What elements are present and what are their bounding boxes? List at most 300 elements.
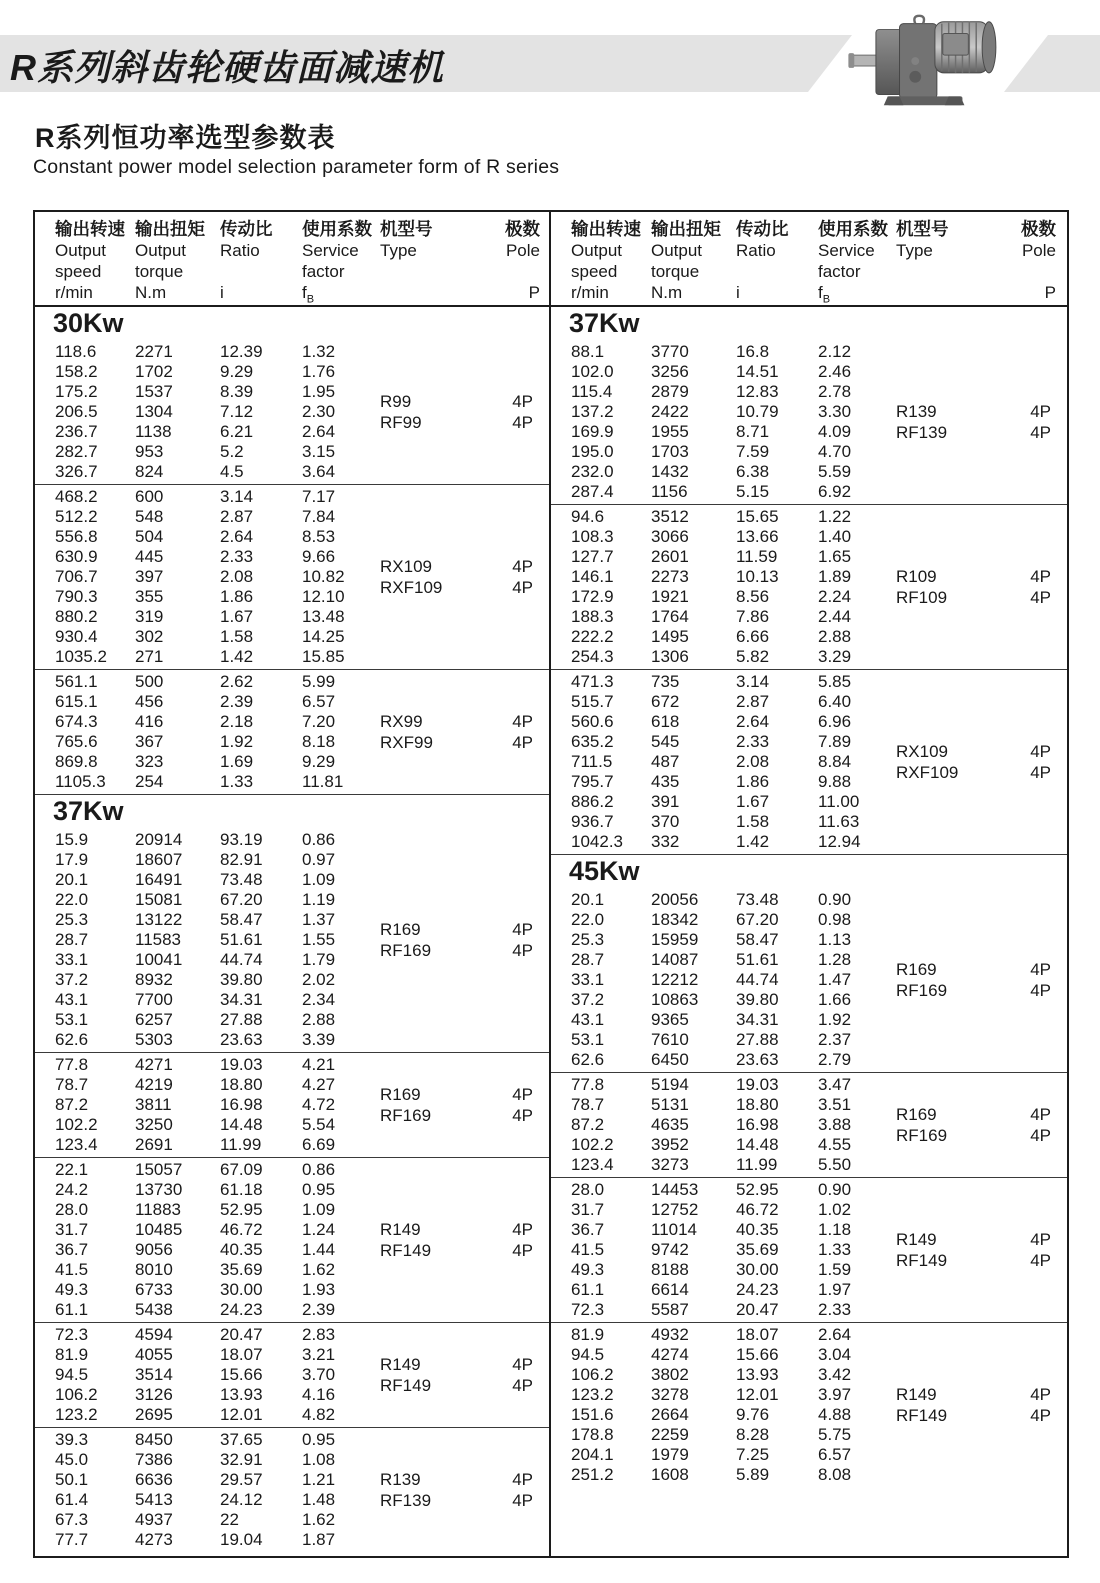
- cell: 1.48: [302, 1490, 336, 1509]
- cell: 1.02: [818, 1200, 852, 1219]
- cell: 302: [135, 627, 164, 646]
- type-pole-box: [380, 1428, 533, 1552]
- cell: 397: [135, 567, 164, 586]
- pole-count: 4P: [512, 1355, 533, 1374]
- cell: 22: [220, 1510, 239, 1529]
- cell: 2.18: [220, 712, 254, 731]
- cell: 6450: [651, 1050, 689, 1069]
- cell: 73.48: [736, 890, 779, 909]
- cell: 4.88: [818, 1405, 852, 1424]
- cell: 1.24: [302, 1220, 336, 1239]
- type-pole-row: [896, 1104, 1051, 1125]
- cell: 3.30: [818, 402, 852, 421]
- cell: 556.8: [55, 527, 98, 546]
- cell: 930.4: [55, 627, 98, 646]
- cell: 123.4: [55, 1135, 98, 1154]
- cell: 3.42: [818, 1365, 852, 1384]
- cell: 43.1: [55, 990, 89, 1009]
- cell: 13.48: [302, 607, 345, 626]
- cell: 61.18: [220, 1180, 263, 1199]
- cell: 2695: [135, 1405, 173, 1424]
- cell: 46.72: [736, 1200, 779, 1219]
- model-type: R139: [896, 402, 937, 421]
- cell: 12.01: [220, 1405, 263, 1424]
- cell: 2601: [651, 547, 689, 566]
- cell: 7.84: [302, 507, 336, 526]
- cell: 15.66: [220, 1365, 263, 1384]
- cell: 869.8: [55, 752, 98, 771]
- cell: 13.93: [736, 1365, 779, 1384]
- type-pole-box: [380, 340, 533, 484]
- cell: 282.7: [55, 442, 98, 461]
- cell: 2879: [651, 382, 689, 401]
- cell: 8.53: [302, 527, 336, 546]
- cell: 7386: [135, 1450, 173, 1469]
- cell: 512.2: [55, 507, 98, 526]
- model-type: R169: [896, 960, 937, 979]
- cell: 9365: [651, 1010, 689, 1029]
- pole-count: 4P: [1030, 588, 1051, 607]
- cell: 1.33: [220, 772, 254, 791]
- cell: 146.1: [571, 567, 614, 586]
- header-ratio: 传动比 Ratio i: [220, 219, 273, 302]
- cell: 630.9: [55, 547, 98, 566]
- model-type: R149: [380, 1220, 421, 1239]
- cell: 25.3: [571, 930, 605, 949]
- cell: 11583: [135, 930, 182, 949]
- cell: 9056: [135, 1240, 173, 1259]
- cell: 271: [135, 647, 164, 666]
- cell: 73.48: [220, 870, 263, 889]
- cell: 1.79: [302, 950, 336, 969]
- cell: 28.0: [55, 1200, 89, 1219]
- cell: 1.47: [818, 970, 852, 989]
- type-pole-box: [380, 1158, 533, 1322]
- cell: 6.57: [818, 1445, 852, 1464]
- cell: 3802: [651, 1365, 689, 1384]
- pole-count: 4P: [512, 578, 533, 597]
- cell: 53.1: [571, 1030, 605, 1049]
- cell: 108.3: [571, 527, 614, 546]
- cell: 15.66: [736, 1345, 779, 1364]
- cell: 72.3: [571, 1300, 605, 1319]
- cell: 504: [135, 527, 164, 546]
- type-pole-row: [896, 1405, 1051, 1426]
- cell: 0.97: [302, 850, 336, 869]
- cell: 36.7: [571, 1220, 605, 1239]
- row-group: [35, 1322, 549, 1427]
- cell: 78.7: [571, 1095, 605, 1114]
- cell: 2271: [135, 342, 173, 361]
- header-output-speed: 输出转速 Output speed r/min: [571, 219, 641, 302]
- cell: 3.15: [302, 442, 336, 461]
- cell: 94.6: [571, 507, 605, 526]
- cell: 16491: [135, 870, 183, 889]
- model-type: RF149: [380, 1241, 432, 1260]
- banner-accent-shape: [1004, 35, 1100, 92]
- type-pole-row: [896, 587, 1051, 608]
- cell: 1.09: [302, 1200, 336, 1219]
- header-pole: 极数 Pole P: [505, 219, 540, 302]
- cell: 2.12: [818, 342, 852, 361]
- cell: 1.93: [302, 1280, 336, 1299]
- cell: 20.47: [736, 1300, 779, 1319]
- cell: 560.6: [571, 712, 614, 731]
- cell: 19.03: [220, 1055, 263, 1074]
- cell: 370: [651, 812, 680, 831]
- model-type: RX99: [380, 712, 423, 731]
- cell: 81.9: [571, 1325, 605, 1344]
- cell: 7.59: [736, 442, 770, 461]
- cell: 58.47: [736, 930, 779, 949]
- pole-count: 4P: [512, 1085, 533, 1104]
- cell: 8.28: [736, 1425, 770, 1444]
- cell: 40.35: [220, 1240, 263, 1259]
- cell: 15.9: [55, 830, 89, 849]
- cell: 10.13: [736, 567, 779, 586]
- cell: 12.94: [818, 832, 861, 851]
- cell: 20914: [135, 830, 183, 849]
- cell: 5.75: [818, 1425, 852, 1444]
- cell: 77.8: [55, 1055, 89, 1074]
- cell: 4635: [651, 1115, 689, 1134]
- row-group: [35, 669, 549, 794]
- cell: 93.19: [220, 830, 263, 849]
- cell: 6.21: [220, 422, 254, 441]
- cell: 3.97: [818, 1385, 852, 1404]
- cell: 10.82: [302, 567, 345, 586]
- cell: 106.2: [55, 1385, 98, 1404]
- model-type: RF109: [896, 588, 948, 607]
- cell: 28.7: [55, 930, 89, 949]
- cell: 118.6: [55, 342, 97, 361]
- cell: 2.64: [302, 422, 336, 441]
- model-type: RF169: [896, 981, 948, 1000]
- model-type: RF169: [380, 1106, 432, 1125]
- cell: 2.37: [818, 1030, 852, 1049]
- cell: 1.97: [818, 1280, 852, 1299]
- cell: 22.0: [571, 910, 605, 929]
- cell: 34.31: [220, 990, 263, 1009]
- row-group: [551, 669, 1067, 854]
- cell: 10041: [135, 950, 183, 969]
- table-right-half: [551, 212, 1067, 1556]
- cell: 445: [135, 547, 164, 566]
- cell: 12212: [651, 970, 699, 989]
- cell: 545: [651, 732, 680, 751]
- cell: 31.7: [55, 1220, 89, 1239]
- cell: 4.70: [818, 442, 852, 461]
- cell: 36.7: [55, 1240, 89, 1259]
- model-type: RF99: [380, 413, 422, 432]
- cell: 2.64: [220, 527, 254, 546]
- cell: 7610: [651, 1030, 689, 1049]
- cell: 1.92: [818, 1010, 852, 1029]
- cell: 77.7: [55, 1530, 89, 1549]
- cell: 1.59: [818, 1260, 852, 1279]
- cell: 3.64: [302, 462, 336, 481]
- cell: 7.20: [302, 712, 336, 731]
- type-pole-row: [896, 1250, 1051, 1271]
- cell: 1.37: [302, 910, 336, 929]
- cell: 4274: [651, 1345, 689, 1364]
- pole-count: 4P: [1030, 981, 1051, 1000]
- cell: 1156: [651, 482, 688, 501]
- pole-count: 4P: [1030, 742, 1051, 761]
- cell: 37.2: [571, 990, 605, 1009]
- cell: 1432: [651, 462, 689, 481]
- model-type: R149: [896, 1230, 937, 1249]
- cell: 53.1: [55, 1010, 89, 1029]
- cell: 1.33: [818, 1240, 852, 1259]
- cell: 4.27: [302, 1075, 336, 1094]
- cell: 39.80: [736, 990, 779, 1009]
- cell: 3.04: [818, 1345, 852, 1364]
- cell: 20.1: [571, 890, 605, 909]
- pole-count: 4P: [512, 1376, 533, 1395]
- cell: 416: [135, 712, 164, 731]
- cell: 5194: [651, 1075, 689, 1094]
- cell: 23.63: [220, 1030, 263, 1049]
- cell: 1138: [135, 422, 172, 441]
- cell: 30.00: [220, 1280, 263, 1299]
- cell: 87.2: [55, 1095, 89, 1114]
- cell: 67.20: [736, 910, 779, 929]
- cell: 1.28: [818, 950, 852, 969]
- model-type: R149: [896, 1385, 937, 1404]
- cell: 37.65: [220, 1430, 263, 1449]
- header-output-speed: 输出转速 Output speed r/min: [55, 219, 125, 302]
- model-type: RF139: [896, 423, 948, 442]
- cell: 2422: [651, 402, 689, 421]
- cell: 15.85: [302, 647, 345, 666]
- cell: 4594: [135, 1325, 173, 1344]
- cell: 33.1: [571, 970, 605, 989]
- cell: 106.2: [571, 1365, 614, 1384]
- cell: 1.89: [818, 567, 852, 586]
- table-header: [35, 212, 549, 307]
- type-pole-row: [380, 1105, 533, 1126]
- pole-count: 4P: [1030, 763, 1051, 782]
- cell: 5.89: [736, 1465, 770, 1484]
- cell: 1.21: [302, 1470, 336, 1489]
- cell: 1.09: [302, 870, 336, 889]
- cell: 1304: [135, 402, 173, 421]
- cell: 6.69: [302, 1135, 336, 1154]
- cell: 7.89: [818, 732, 852, 751]
- cell: 1537: [135, 382, 173, 401]
- cell: 37.2: [55, 970, 89, 989]
- cell: 824: [135, 462, 164, 481]
- cell: 123.2: [571, 1385, 614, 1404]
- cell: 3.14: [736, 672, 770, 691]
- pole-count: 4P: [1030, 423, 1051, 442]
- type-pole-row: [896, 959, 1051, 980]
- cell: 94.5: [55, 1365, 89, 1384]
- cell: 2.34: [302, 990, 336, 1009]
- cell: 5.15: [736, 482, 770, 501]
- cell: 3256: [651, 362, 689, 381]
- cell: 561.1: [55, 672, 98, 691]
- cell: 72.3: [55, 1325, 89, 1344]
- cell: 12752: [651, 1200, 699, 1219]
- cell: 1.67: [220, 607, 254, 626]
- cell: 790.3: [55, 587, 98, 606]
- cell: 6636: [135, 1470, 173, 1489]
- section-heading: 45Kw: [551, 854, 1067, 888]
- type-pole-row: [896, 401, 1051, 422]
- model-type: R139: [380, 1470, 421, 1489]
- cell: 1105.3: [55, 772, 106, 791]
- cell: 23.63: [736, 1050, 779, 1069]
- pole-count: 4P: [1030, 960, 1051, 979]
- cell: 8.08: [818, 1465, 852, 1484]
- cell: 4.72: [302, 1095, 336, 1114]
- cell: 44.74: [736, 970, 779, 989]
- cell: 52.95: [736, 1180, 779, 1199]
- cell: 115.4: [571, 382, 613, 401]
- type-pole-box: [896, 670, 1051, 854]
- cell: 2.64: [818, 1325, 852, 1344]
- pole-count: 4P: [1030, 402, 1051, 421]
- type-pole-box: [380, 485, 533, 669]
- cell: 4273: [135, 1530, 173, 1549]
- cell: 49.3: [55, 1280, 89, 1299]
- cell: 1.40: [818, 527, 852, 546]
- cell: 11.99: [736, 1155, 778, 1174]
- cell: 18.07: [736, 1325, 779, 1344]
- cell: 2.08: [736, 752, 770, 771]
- cell: 204.1: [571, 1445, 614, 1464]
- cell: 471.3: [571, 672, 614, 691]
- cell: 67.20: [220, 890, 263, 909]
- cell: 326.7: [55, 462, 98, 481]
- cell: 16.98: [220, 1095, 263, 1114]
- header-output-torque: 输出扭矩 Output torque N.m: [135, 219, 205, 302]
- cell: 5303: [135, 1030, 173, 1049]
- cell: 11.81: [302, 772, 344, 791]
- model-type: R169: [380, 920, 421, 939]
- cell: 0.95: [302, 1430, 336, 1449]
- type-pole-box: [896, 1323, 1051, 1487]
- cell: 102.2: [55, 1115, 98, 1134]
- cell: 178.8: [571, 1425, 614, 1444]
- pole-count: 4P: [512, 392, 533, 411]
- cell: 24.2: [55, 1180, 89, 1199]
- gear-motor-image: [845, 4, 1015, 122]
- pole-count: 4P: [1030, 1251, 1051, 1270]
- cell: 7.25: [736, 1445, 770, 1464]
- cell: 18.80: [736, 1095, 779, 1114]
- row-group: [551, 340, 1067, 504]
- cell: 1.92: [220, 732, 254, 751]
- cell: 615.1: [55, 692, 98, 711]
- cell: 81.9: [55, 1345, 89, 1364]
- cell: 151.6: [571, 1405, 614, 1424]
- cell: 2.33: [818, 1300, 852, 1319]
- cell: 1955: [651, 422, 689, 441]
- cell: 61.1: [571, 1280, 605, 1299]
- type-pole-row: [896, 1125, 1051, 1146]
- cell: 82.91: [220, 850, 263, 869]
- cell: 19.03: [736, 1075, 779, 1094]
- cell: 6.66: [736, 627, 770, 646]
- model-type: R149: [380, 1355, 421, 1374]
- cell: 16.98: [736, 1115, 779, 1134]
- cell: 10485: [135, 1220, 183, 1239]
- cell: 1.62: [302, 1510, 336, 1529]
- cell: 206.5: [55, 402, 98, 421]
- cell: 1.32: [302, 342, 336, 361]
- cell: 4271: [135, 1055, 173, 1074]
- cell: 4.82: [302, 1405, 336, 1424]
- pole-count: 4P: [1030, 1230, 1051, 1249]
- header-service-factor: 使用系数 Service factor $f_B$: [302, 219, 372, 306]
- row-group: [551, 504, 1067, 669]
- cell: 8.56: [736, 587, 770, 606]
- cell: 1921: [651, 587, 689, 606]
- cell: 2.79: [818, 1050, 852, 1069]
- cell: 127.7: [571, 547, 614, 566]
- cell: 323: [135, 752, 164, 771]
- type-pole-box: [380, 670, 533, 794]
- cell: 9.29: [302, 752, 336, 771]
- cell: 487: [651, 752, 680, 771]
- cell: 45.0: [55, 1450, 89, 1469]
- cell: 3.88: [818, 1115, 852, 1134]
- cell: 9.76: [736, 1405, 770, 1424]
- cell: 11.00: [818, 792, 860, 811]
- cell: 20.1: [55, 870, 89, 889]
- cell: 1.22: [818, 507, 852, 526]
- cell: 11.99: [220, 1135, 262, 1154]
- cell: 3770: [651, 342, 689, 361]
- type-pole-box: [896, 1178, 1051, 1322]
- cell: 1.95: [302, 382, 336, 401]
- cell: 8450: [135, 1430, 173, 1449]
- cell: 3.51: [818, 1095, 852, 1114]
- model-type: RF169: [896, 1126, 948, 1145]
- cell: 515.7: [571, 692, 614, 711]
- cell: 25.3: [55, 910, 89, 929]
- table-title-en: Constant power model selection parameter form of R series: [33, 156, 560, 178]
- cell: 1.65: [818, 547, 852, 566]
- cell: 46.72: [220, 1220, 263, 1239]
- type-pole-row: [896, 566, 1051, 587]
- cell: 1.13: [818, 930, 852, 949]
- cell: 15057: [135, 1160, 183, 1179]
- cell: 123.4: [571, 1155, 614, 1174]
- row-group: [551, 888, 1067, 1072]
- row-group: [35, 1157, 549, 1322]
- cell: 2664: [651, 1405, 689, 1424]
- table-right-body: [551, 307, 1067, 1556]
- cell: 27.88: [220, 1010, 263, 1029]
- pole-count: 4P: [1030, 1105, 1051, 1124]
- cell: 1.86: [736, 772, 770, 791]
- pole-count: 4P: [512, 920, 533, 939]
- cell: 500: [135, 672, 164, 691]
- cell: 35.69: [220, 1260, 263, 1279]
- cell: 4937: [135, 1510, 173, 1529]
- cell: 102.2: [571, 1135, 614, 1154]
- cell: 5587: [651, 1300, 689, 1319]
- header-type: 机型号 Type: [380, 219, 433, 260]
- cell: 30.00: [736, 1260, 779, 1279]
- cell: 15081: [135, 890, 183, 909]
- cell: 1042.3: [571, 832, 623, 851]
- header-pole: 极数 Pole P: [1021, 219, 1056, 302]
